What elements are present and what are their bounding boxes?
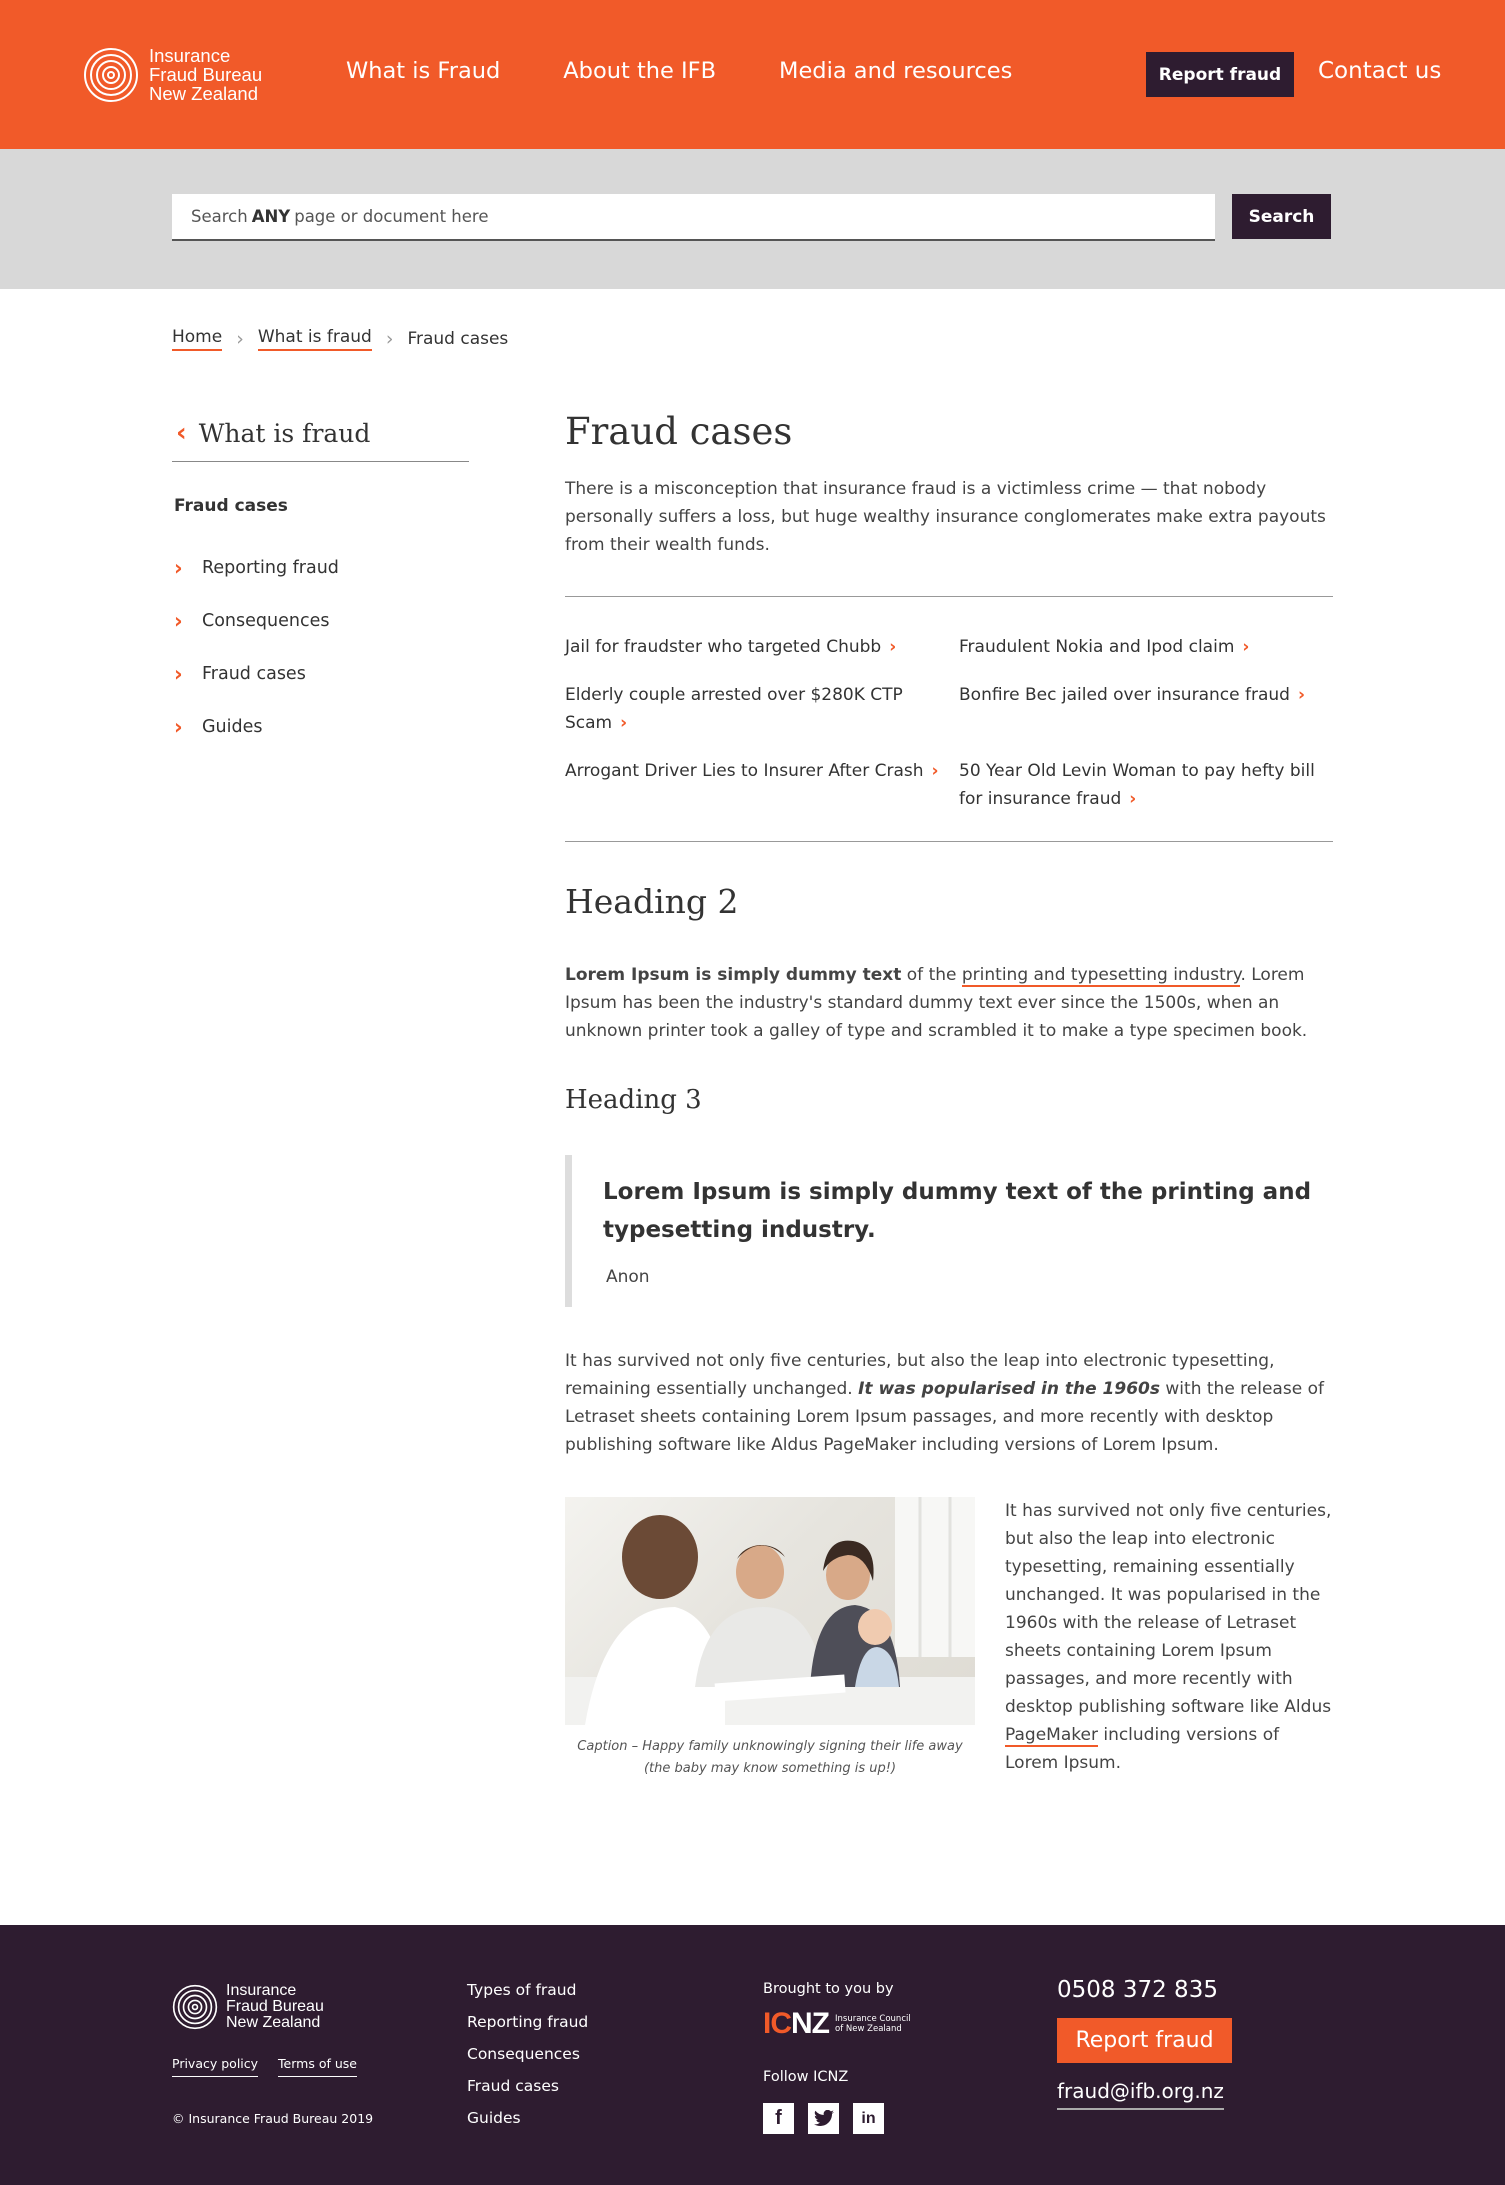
breadcrumb-what-is-fraud[interactable]: What is fraud	[258, 327, 372, 351]
report-fraud-button[interactable]: Report fraud	[1146, 52, 1294, 97]
copyright: © Insurance Fraud Bureau 2019	[172, 2111, 374, 2126]
case-link[interactable]	[565, 681, 959, 737]
sidebar-item-label: Fraud cases	[202, 663, 306, 684]
blockquote	[565, 1155, 1333, 1307]
footer-nav-item[interactable]: Fraud cases	[467, 2077, 559, 2095]
inline-link[interactable]: printing and typesetting industry	[961, 965, 1241, 985]
heading-2: Heading 2	[565, 882, 739, 921]
sidebar-back-link[interactable]	[172, 418, 469, 462]
search-band	[0, 149, 1505, 289]
site-header	[0, 0, 1505, 149]
logo-text	[149, 46, 262, 103]
chevron-right-icon: ›	[1242, 637, 1250, 657]
main-content	[565, 410, 1333, 1780]
icnz-mark-ic: IC	[763, 2007, 791, 2040]
chevron-right-icon: ›	[385, 328, 394, 350]
logo-line: Insurance	[149, 45, 231, 66]
case-title: Elderly couple arrested over $280K CTP Scam	[565, 685, 903, 733]
footer-nav-item[interactable]: Reporting fraud	[467, 2013, 589, 2031]
figure	[565, 1497, 975, 1780]
terms-of-use-link[interactable]: Terms of use	[278, 2056, 357, 2077]
sidebar-item-reporting-fraud[interactable]	[174, 541, 339, 594]
breadcrumb	[172, 327, 508, 351]
inline-text: . Lorem Ipsum has been the industry's standard dummy text ever since the 1500s, when an unknown printer took a galley of type and scrambled it to make a type specimen book.	[565, 965, 1308, 1041]
site-logo[interactable]	[83, 46, 262, 103]
nav-what-is-fraud[interactable]: What is Fraud	[346, 58, 501, 84]
case-link[interactable]	[565, 757, 959, 813]
inline-text: with the release of Letraset sheets containing Lorem Ipsum passages, and more recently with desktop publishing software like Aldus PageMaker including versions of Lorem Ipsum.	[565, 1379, 1324, 1455]
search-placeholder-emphasis: ANY	[251, 207, 291, 226]
case-title: Bonfire Bec jailed over insurance fraud	[959, 685, 1290, 705]
chevron-right-icon: ›	[1297, 685, 1305, 705]
search-input[interactable]	[172, 194, 1215, 241]
search-placeholder-end: page or document here	[294, 207, 489, 226]
logo-line: New Zealand	[149, 83, 259, 104]
sidebar-item-fraud-cases[interactable]	[174, 647, 339, 700]
footer-logo[interactable]	[172, 1983, 324, 2031]
sidebar-item-label: Reporting fraud	[202, 557, 339, 578]
search-placeholder-start: Search	[191, 207, 248, 226]
case-title: Arrogant Driver Lies to Insurer After Crash	[565, 761, 924, 781]
chevron-right-icon: ›	[931, 761, 939, 781]
sidebar-title: What is fraud	[198, 418, 371, 448]
chevron-right-icon: ›	[174, 608, 183, 633]
icnz-logo[interactable]	[763, 2007, 911, 2041]
case-title: Jail for fraudster who targeted Chubb	[565, 637, 882, 657]
chevron-right-icon: ›	[236, 328, 244, 350]
sidebar-item-guides[interactable]	[174, 700, 339, 753]
intro-paragraph: There is a misconception that insurance fraud is a victimless crime — that nobody personally suffers a loss, but huge wealthy insurance conglomerates make extra payouts from their wealth funds.	[565, 479, 1326, 555]
chevron-right-icon: ›	[620, 713, 628, 733]
chevron-right-icon: ›	[1129, 789, 1137, 809]
family-photo	[565, 1497, 975, 1725]
site-footer	[0, 1925, 1505, 2185]
search-button[interactable]: Search	[1232, 194, 1331, 239]
footer-report-fraud-button[interactable]: Report fraud	[1057, 2018, 1232, 2063]
icnz-subtitle-line: of New Zealand	[835, 2024, 902, 2034]
footer-legal-links	[172, 2056, 377, 2077]
case-list	[565, 597, 1333, 841]
figure-side-text	[1005, 1497, 1333, 1780]
privacy-policy-link[interactable]: Privacy policy	[172, 2056, 258, 2077]
photo-illustration	[565, 1497, 975, 1725]
nav-media-resources[interactable]: Media and resources	[779, 58, 1013, 84]
twitter-icon[interactable]	[808, 2103, 839, 2134]
footer-nav-item[interactable]: Types of fraud	[467, 1981, 577, 1999]
footer-nav	[467, 1981, 588, 2141]
inline-text: including versions of Lorem Ipsum.	[1005, 1725, 1280, 1773]
quote-text: Lorem Ipsum is simply dummy text of the printing and typesetting industry.	[603, 1179, 1312, 1243]
breadcrumb-home[interactable]: Home	[172, 327, 222, 351]
icnz-subtitle-line: Insurance Council	[835, 2014, 911, 2024]
figure-caption: Caption – Happy family unknowingly signing their life away (the baby may know something is up!)	[577, 1739, 963, 1776]
footer-nav-item[interactable]: Guides	[467, 2109, 521, 2127]
logo-text	[226, 1983, 324, 2031]
logo-line: Insurance	[226, 1982, 297, 1999]
heading-3: Heading 3	[565, 1085, 702, 1115]
case-title: Fraudulent Nokia and Ipod claim	[959, 637, 1235, 657]
chevron-right-icon: ›	[174, 661, 183, 686]
follow-label: Follow ICNZ	[763, 2069, 849, 2085]
footer-nav-item[interactable]: Consequences	[467, 2045, 580, 2063]
sidebar-item-label: Consequences	[202, 610, 330, 631]
logo-line: Fraud Bureau	[149, 64, 263, 85]
page-title: Fraud cases	[565, 410, 793, 453]
facebook-icon[interactable]: f	[763, 2103, 794, 2134]
chevron-left-icon: ‹	[176, 418, 187, 448]
sidebar-current-page: Fraud cases	[174, 496, 288, 516]
chevron-right-icon: ›	[889, 637, 897, 657]
case-title: 50 Year Old Levin Woman to pay hefty bill for insurance fraud	[959, 761, 1315, 809]
main-nav	[346, 58, 1075, 84]
footer-email-link[interactable]: fraud@ifb.org.nz	[1057, 2079, 1224, 2110]
chevron-right-icon: ›	[174, 555, 183, 580]
inline-link[interactable]: PageMaker	[1005, 1725, 1098, 1745]
fingerprint-logo-icon	[83, 47, 139, 103]
body-paragraph	[565, 1347, 1333, 1459]
social-links	[763, 2103, 898, 2134]
inline-text: of the	[901, 965, 962, 985]
sidebar-item-label: Guides	[202, 716, 263, 737]
case-link[interactable]	[959, 681, 1333, 737]
body-paragraph	[565, 961, 1333, 1045]
bold-text: Lorem Ipsum is simply dummy text	[565, 965, 902, 985]
inline-text: It has survived not only five centuries, but also the leap into electronic typesetting, remaining essentially unchanged. It was popularised in the 1960s with the release of Letraset sheets containing Lorem Ipsum passages, and more recently with desktop publishing software like Aldus	[1005, 1501, 1332, 1717]
icnz-subtitle	[835, 2014, 911, 2034]
case-link[interactable]	[959, 633, 1333, 661]
contact-us-link[interactable]: Contact us	[1318, 58, 1442, 84]
inline-text: It has survived not only five centuries, but also the leap into electronic typesetting, remaining essentially unchanged.	[565, 1351, 1275, 1399]
chevron-right-icon: ›	[174, 714, 183, 739]
sidebar-nav	[174, 541, 339, 753]
icnz-mark	[763, 2007, 829, 2041]
logo-line: Fraud Bureau	[226, 1998, 324, 2015]
footer-phone[interactable]: 0508 372 835	[1057, 1977, 1218, 2003]
sidebar-item-consequences[interactable]	[174, 594, 339, 647]
fingerprint-logo-icon	[172, 1984, 218, 2030]
case-link[interactable]	[959, 757, 1333, 813]
emphasis-text: It was popularised in the 1960s	[858, 1379, 1160, 1399]
brought-to-you-label: Brought to you by	[763, 1981, 894, 1997]
logo-line: New Zealand	[226, 2014, 321, 2031]
figure-row	[565, 1497, 1333, 1780]
case-link[interactable]	[565, 633, 959, 661]
nav-about-ifb[interactable]: About the IFB	[563, 58, 717, 84]
linkedin-icon[interactable]: in	[853, 2103, 884, 2134]
breadcrumb-current: Fraud cases	[407, 329, 509, 349]
icnz-mark-nz: NZ	[791, 2007, 829, 2040]
quote-author: Anon	[606, 1267, 650, 1287]
divider	[565, 841, 1333, 842]
